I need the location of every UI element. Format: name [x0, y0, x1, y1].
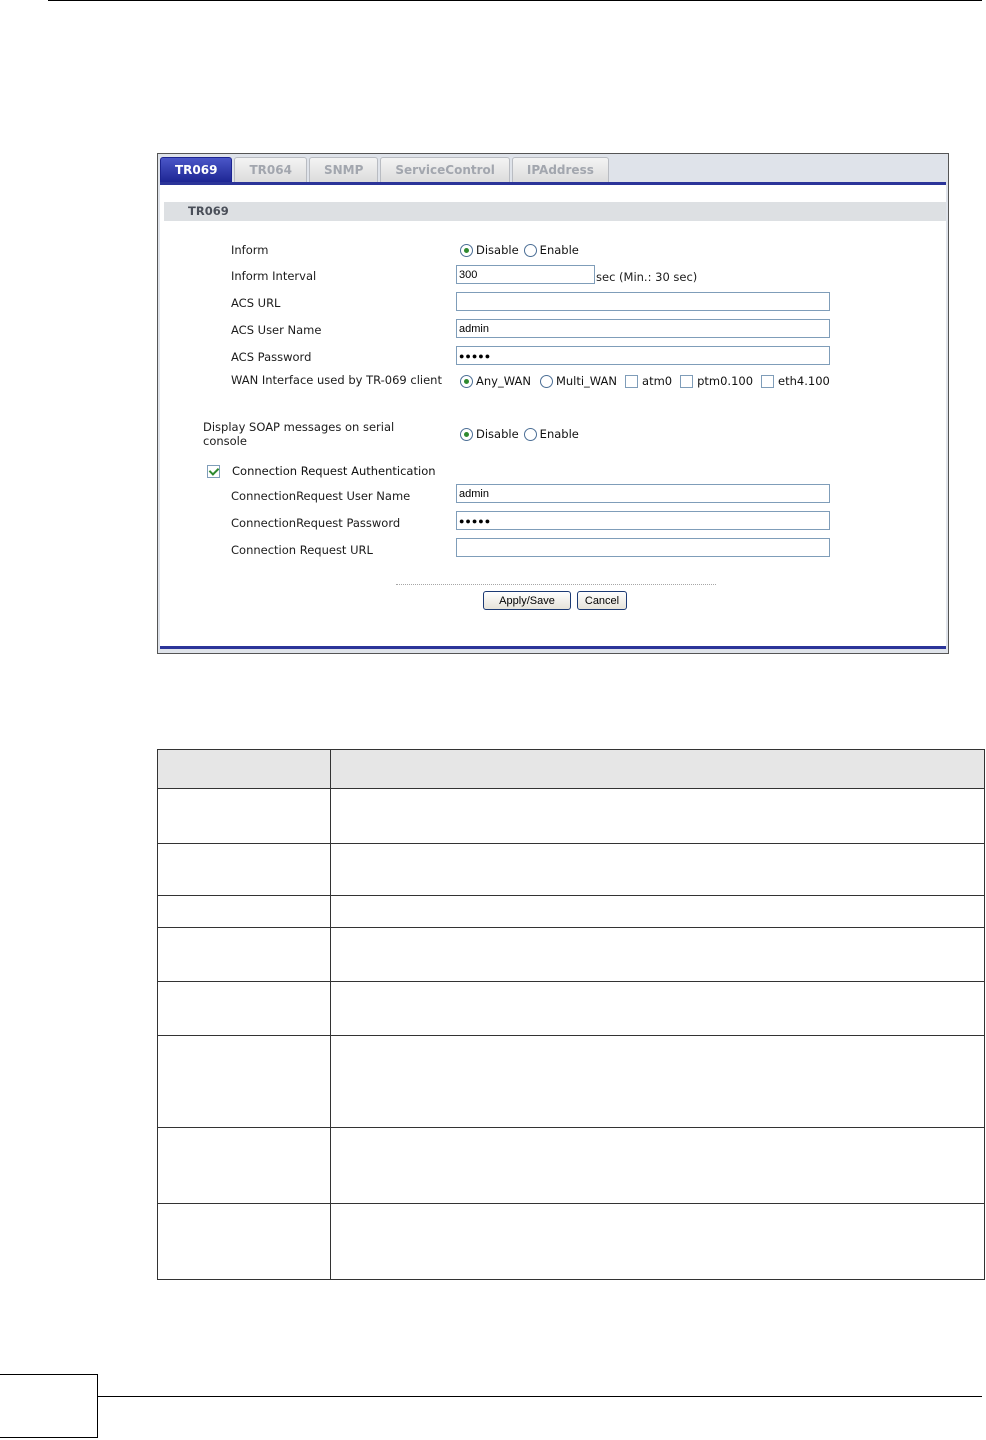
any-wan-radio[interactable]	[460, 375, 473, 388]
wan-interface-label: WAN Interface used by TR-069 client	[231, 373, 442, 387]
table-row	[158, 1204, 985, 1280]
table-row	[158, 844, 985, 896]
inform-enable-radio[interactable]	[524, 244, 537, 257]
atm0-checkbox[interactable]	[625, 375, 638, 388]
conn-url-label: Connection Request URL	[231, 543, 373, 557]
cancel-button[interactable]: Cancel	[577, 591, 627, 610]
multi-wan-radio[interactable]	[540, 375, 553, 388]
acs-password-label: ACS Password	[231, 350, 312, 364]
conn-auth-checkbox[interactable]	[207, 465, 220, 478]
apply-save-button[interactable]: Apply/Save	[483, 591, 571, 610]
table-header-row	[158, 750, 985, 789]
table-header-cell	[331, 750, 985, 789]
conn-user-label: ConnectionRequest User Name	[231, 489, 411, 503]
tab-servicecontrol[interactable]: ServiceControl	[380, 157, 510, 182]
wan-interface-group	[460, 374, 830, 388]
acs-password-input[interactable]	[456, 346, 830, 365]
inform-radio-group	[460, 243, 579, 257]
tab-bar	[160, 157, 611, 183]
conn-user-input[interactable]	[456, 484, 830, 503]
inform-label: Inform	[231, 243, 269, 257]
ptm0-100-label: ptm0.100	[697, 374, 754, 388]
tab-snmp[interactable]: SNMP	[309, 157, 378, 182]
acs-url-label: ACS URL	[231, 296, 281, 310]
eth4-100-checkbox[interactable]	[761, 375, 774, 388]
conn-auth-row	[207, 464, 436, 478]
inform-disable-label: Disable	[476, 243, 519, 257]
conn-password-input[interactable]	[456, 511, 830, 530]
soap-enable-radio[interactable]	[524, 428, 537, 441]
inform-disable-radio[interactable]	[460, 244, 473, 257]
inform-enable-label: Enable	[539, 243, 579, 257]
soap-radio-group	[460, 427, 579, 441]
tab-tr064[interactable]: TR064	[234, 157, 306, 182]
soap-enable-label: Enable	[539, 427, 579, 441]
acs-user-input[interactable]	[456, 319, 830, 338]
conn-password-label: ConnectionRequest Password	[231, 516, 401, 530]
tr069-screenshot	[157, 153, 949, 654]
table-row	[158, 896, 985, 928]
dotted-separator	[396, 584, 716, 585]
page-top-rule	[48, 0, 982, 1]
eth4-100-label: eth4.100	[778, 374, 830, 388]
acs-user-label: ACS User Name	[231, 323, 322, 337]
inform-interval-input[interactable]	[456, 265, 595, 284]
soap-disable-label: Disable	[476, 427, 519, 441]
multi-wan-label: Multi_WAN	[555, 374, 618, 388]
atm0-label: atm0	[642, 374, 673, 388]
description-table	[157, 749, 985, 1280]
soap-label-line1: Display SOAP messages on serial	[203, 420, 395, 434]
table-row	[158, 1036, 985, 1128]
inform-interval-label: Inform Interval	[231, 269, 317, 283]
table-row	[158, 982, 985, 1036]
table-row	[158, 1128, 985, 1204]
tab-tr069[interactable]: TR069	[160, 157, 232, 183]
section-title: TR069	[164, 202, 946, 221]
ptm0-100-checkbox[interactable]	[680, 375, 693, 388]
conn-auth-label: Connection Request Authentication	[232, 464, 436, 478]
table-row	[158, 789, 985, 844]
conn-url-input[interactable]	[456, 538, 830, 557]
soap-disable-radio[interactable]	[460, 428, 473, 441]
tab-ipaddress[interactable]: IPAddress	[512, 157, 609, 182]
table-header-cell	[158, 750, 331, 789]
page-number-box	[0, 1374, 98, 1438]
inform-interval-suffix: sec (Min.: 30 sec)	[596, 270, 698, 284]
soap-label-line2: console	[203, 434, 247, 448]
any-wan-label: Any_WAN	[476, 374, 531, 388]
table-row	[158, 928, 985, 982]
footer-rule	[98, 1396, 982, 1397]
acs-url-input[interactable]	[456, 292, 830, 311]
tr069-panel	[160, 182, 946, 649]
